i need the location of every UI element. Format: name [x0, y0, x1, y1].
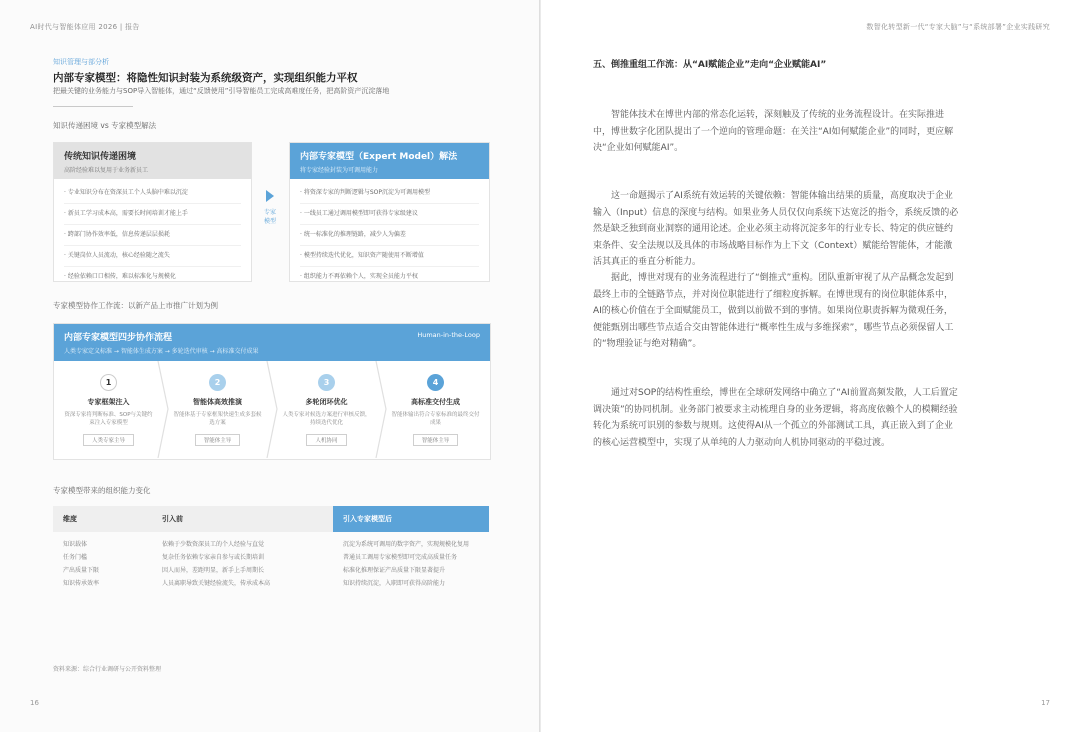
- expert-list: [290, 179, 489, 291]
- section-eyebrow: 知识管理与部分析: [53, 58, 109, 66]
- flow-step: [381, 361, 490, 458]
- list-item: · 跨部门协作效率低，信息传递层层损耗: [64, 225, 241, 246]
- step-number: 4: [427, 374, 444, 391]
- step-title: 高标准交付生成: [411, 398, 460, 406]
- step-description: 智能体基于专家框架快速生成多套候选方案: [173, 412, 262, 426]
- transition-label: 专家模型: [263, 209, 276, 225]
- body-paragraph: 通过对SOP的结构性重绘，博世在全球研发网络中确立了“AI前置高频发散，人工后置定调决策”的协同机制。业务部门被要求主动梳理自身的业务逻辑，将高度依赖个人的模糊经验转化为系统可识别的参数与规则。这使得AI从一个孤立的外部测试工具，真正嵌入到了企业的核心运营模型中，实现了从单纯的人力驱动向人机协同驱动的平稳过渡。: [593, 388, 958, 448]
- table-row: [53, 532, 489, 590]
- expert-heading: 内部专家模型（Expert Model）解法: [300, 152, 458, 162]
- table-cell: 依赖于少数资深员工的个人经验与直觉 复杂任务依赖专家亲自参与或长期培训 因人而异，差距明显，新手上手周期长 人员离职导致关键经验流失，传承成本高: [162, 541, 271, 587]
- step-number: 3: [318, 374, 335, 391]
- table-cell: 知识载体 任务门槛 产出质量下限 知识传承效率: [63, 541, 100, 587]
- list-item: · 新员工学习成本高，需要长时间培训才能上手: [64, 204, 241, 225]
- source-note: 资料来源：综合行业调研与公开资料整理: [53, 666, 162, 673]
- step-owner-badge: 智能体主导: [413, 434, 459, 446]
- table-header: 引入前: [152, 506, 333, 532]
- expert-panel: [289, 142, 490, 282]
- arrow-right-icon: [266, 190, 274, 202]
- divider: [53, 106, 133, 107]
- step-description: 资深专家将判断标准、SOP与关键约束注入专家模型: [64, 412, 153, 426]
- step-owner-badge: 人类专家主导: [83, 434, 134, 446]
- expert-panel-header: [290, 143, 489, 179]
- table-cell: 沉淀为系统可调用的数字资产，实现规模化复用 普通员工调用专家模型即可完成高质量任务 标准化推理保证产出质量下限显著提升 知识持续沉淀，入职即可获得高阶能力: [343, 541, 470, 587]
- step-number: 1: [100, 374, 117, 391]
- traditional-subheading: 高阶经验难以复用于业务新员工: [64, 167, 149, 174]
- body-paragraph: 据此，博世对现有的业务流程进行了“倒推式”重构。团队重新审视了从产品概念发起到最终上市的全链路节点，并对岗位职能进行了细粒度拆解。在博世现有的岗位职能体系中，AI的核心价值在于全面赋能员工，做到以前做不到的事情。如果岗位职责拆解为微观任务，便能甄别出哪些节点适合交由智能体进行“概率性生成与多维探索”，哪些节点必须保留人工的“物理验证与绝对精确”。: [593, 273, 954, 350]
- step-owner-badge: 人机协同: [306, 434, 346, 446]
- step-owner-badge: 智能体主导: [195, 434, 241, 446]
- flow-subheading: 人类专家定义标准 → 智能体生成方案 → 多轮迭代审核 → 高标准交付成果: [64, 348, 259, 355]
- list-item: · 经验依赖口口相传，难以标准化与规模化: [64, 273, 176, 280]
- comparison-label: 知识传递困境 vs 专家模型解法: [53, 121, 157, 130]
- flow-heading: 内部专家模型四步协作流程: [64, 333, 173, 343]
- traditional-panel-header: [54, 143, 251, 179]
- section-title: 五、倒推重组工作流：从“AI赋能企业”走向“企业赋能AI”: [593, 60, 827, 70]
- list-item: · 统一标准化的推理链路，减少人为偏差: [300, 225, 479, 246]
- table-header: 维度: [53, 506, 152, 532]
- step-description: 人类专家对候选方案进行审核反馈，持续迭代优化: [282, 412, 371, 426]
- flow-label: 专家模型协作工作流：以新产品上市推广计划为例: [53, 301, 218, 310]
- list-item: · 一线员工通过调用模型即可获得专家级建议: [300, 204, 479, 225]
- expert-subheading: 将专家经验封装为可调用能力: [300, 167, 379, 174]
- list-item: · 将资深专家的判断逻辑与SOP沉淀为可调用模型: [300, 183, 479, 204]
- page-subtitle: 把最关键的业务能力与SOP导入智能体，通过“反馈使用”引导智能员工完成高难度任务，把高阶资产沉淀落地: [53, 87, 390, 95]
- traditional-heading: 传统知识传递困境: [64, 152, 137, 162]
- flow-header: [54, 324, 490, 361]
- step-title: 多轮闭环优化: [305, 398, 348, 406]
- traditional-list: [54, 179, 251, 291]
- table-header-row: [53, 506, 489, 532]
- list-item: · 关键岗位人员流动，核心经验随之流失: [64, 246, 241, 267]
- left-running-header: AI时代与智能体应用 2026 | 报告: [30, 23, 140, 31]
- left-page-number: 16: [30, 699, 39, 707]
- flow-tag: Human-in-the-Loop: [417, 331, 480, 339]
- flow-step: [163, 361, 272, 458]
- traditional-panel: [53, 142, 252, 282]
- transition-arrow: [262, 190, 278, 226]
- list-item: · 组织能力不再依赖个人，实现全员能力平权: [300, 273, 418, 280]
- left-page: [0, 0, 539, 732]
- flow-step: [54, 361, 163, 458]
- right-running-header: 数智化转型新一代“专家大脑”与“系统部署”企业实践研究: [866, 23, 1050, 31]
- step-title: 专家框架注入: [87, 398, 130, 406]
- comparison-table: [53, 506, 489, 590]
- body-paragraph: 这一命题揭示了AI系统有效运转的关键依赖：智能体输出结果的质量，高度取决于企业输入（Input）信息的深度与结构。如果业务人员仅仅向系统下达宽泛的指令，系统反馈的必然是缺乏独到商业洞察的通用论述。企业必须主动将沉淀多年的行业专长、特定的供应链约束条件、安全法规以及具体的市场战略目标作为上下文（Context）赋能给智能体，才能激活其真正的垂直分析能力。: [593, 191, 959, 268]
- page-title: 内部专家模型：将隐性知识封装为系统级资产，实现组织能力平权: [53, 72, 358, 84]
- step-number: 2: [209, 374, 226, 391]
- list-item: · 模型持续迭代优化，知识资产随使用不断增值: [300, 246, 479, 267]
- table-header: 引入专家模型后: [333, 506, 489, 532]
- flow-panel: [53, 323, 491, 460]
- list-item: · 专业知识分布在资深员工个人头脑中难以沉淀: [64, 183, 241, 204]
- table-label: 专家模型带来的组织能力变化: [53, 486, 151, 495]
- flow-step: [272, 361, 381, 458]
- body-paragraph: 智能体技术在博世内部的常态化运转，深刻触及了传统的业务流程设计。在实际推进中，博世数字化团队提出了一个逆向的管理命题：在关注“AI如何赋能企业”的同时，更应解决“企业如何赋能AI”。: [593, 110, 954, 154]
- step-description: 智能体输出符合专家标准的最终交付成果: [391, 412, 480, 426]
- step-title: 智能体高效推演: [193, 398, 242, 406]
- right-page-number: 17: [1041, 699, 1050, 707]
- flow-steps: [54, 361, 490, 458]
